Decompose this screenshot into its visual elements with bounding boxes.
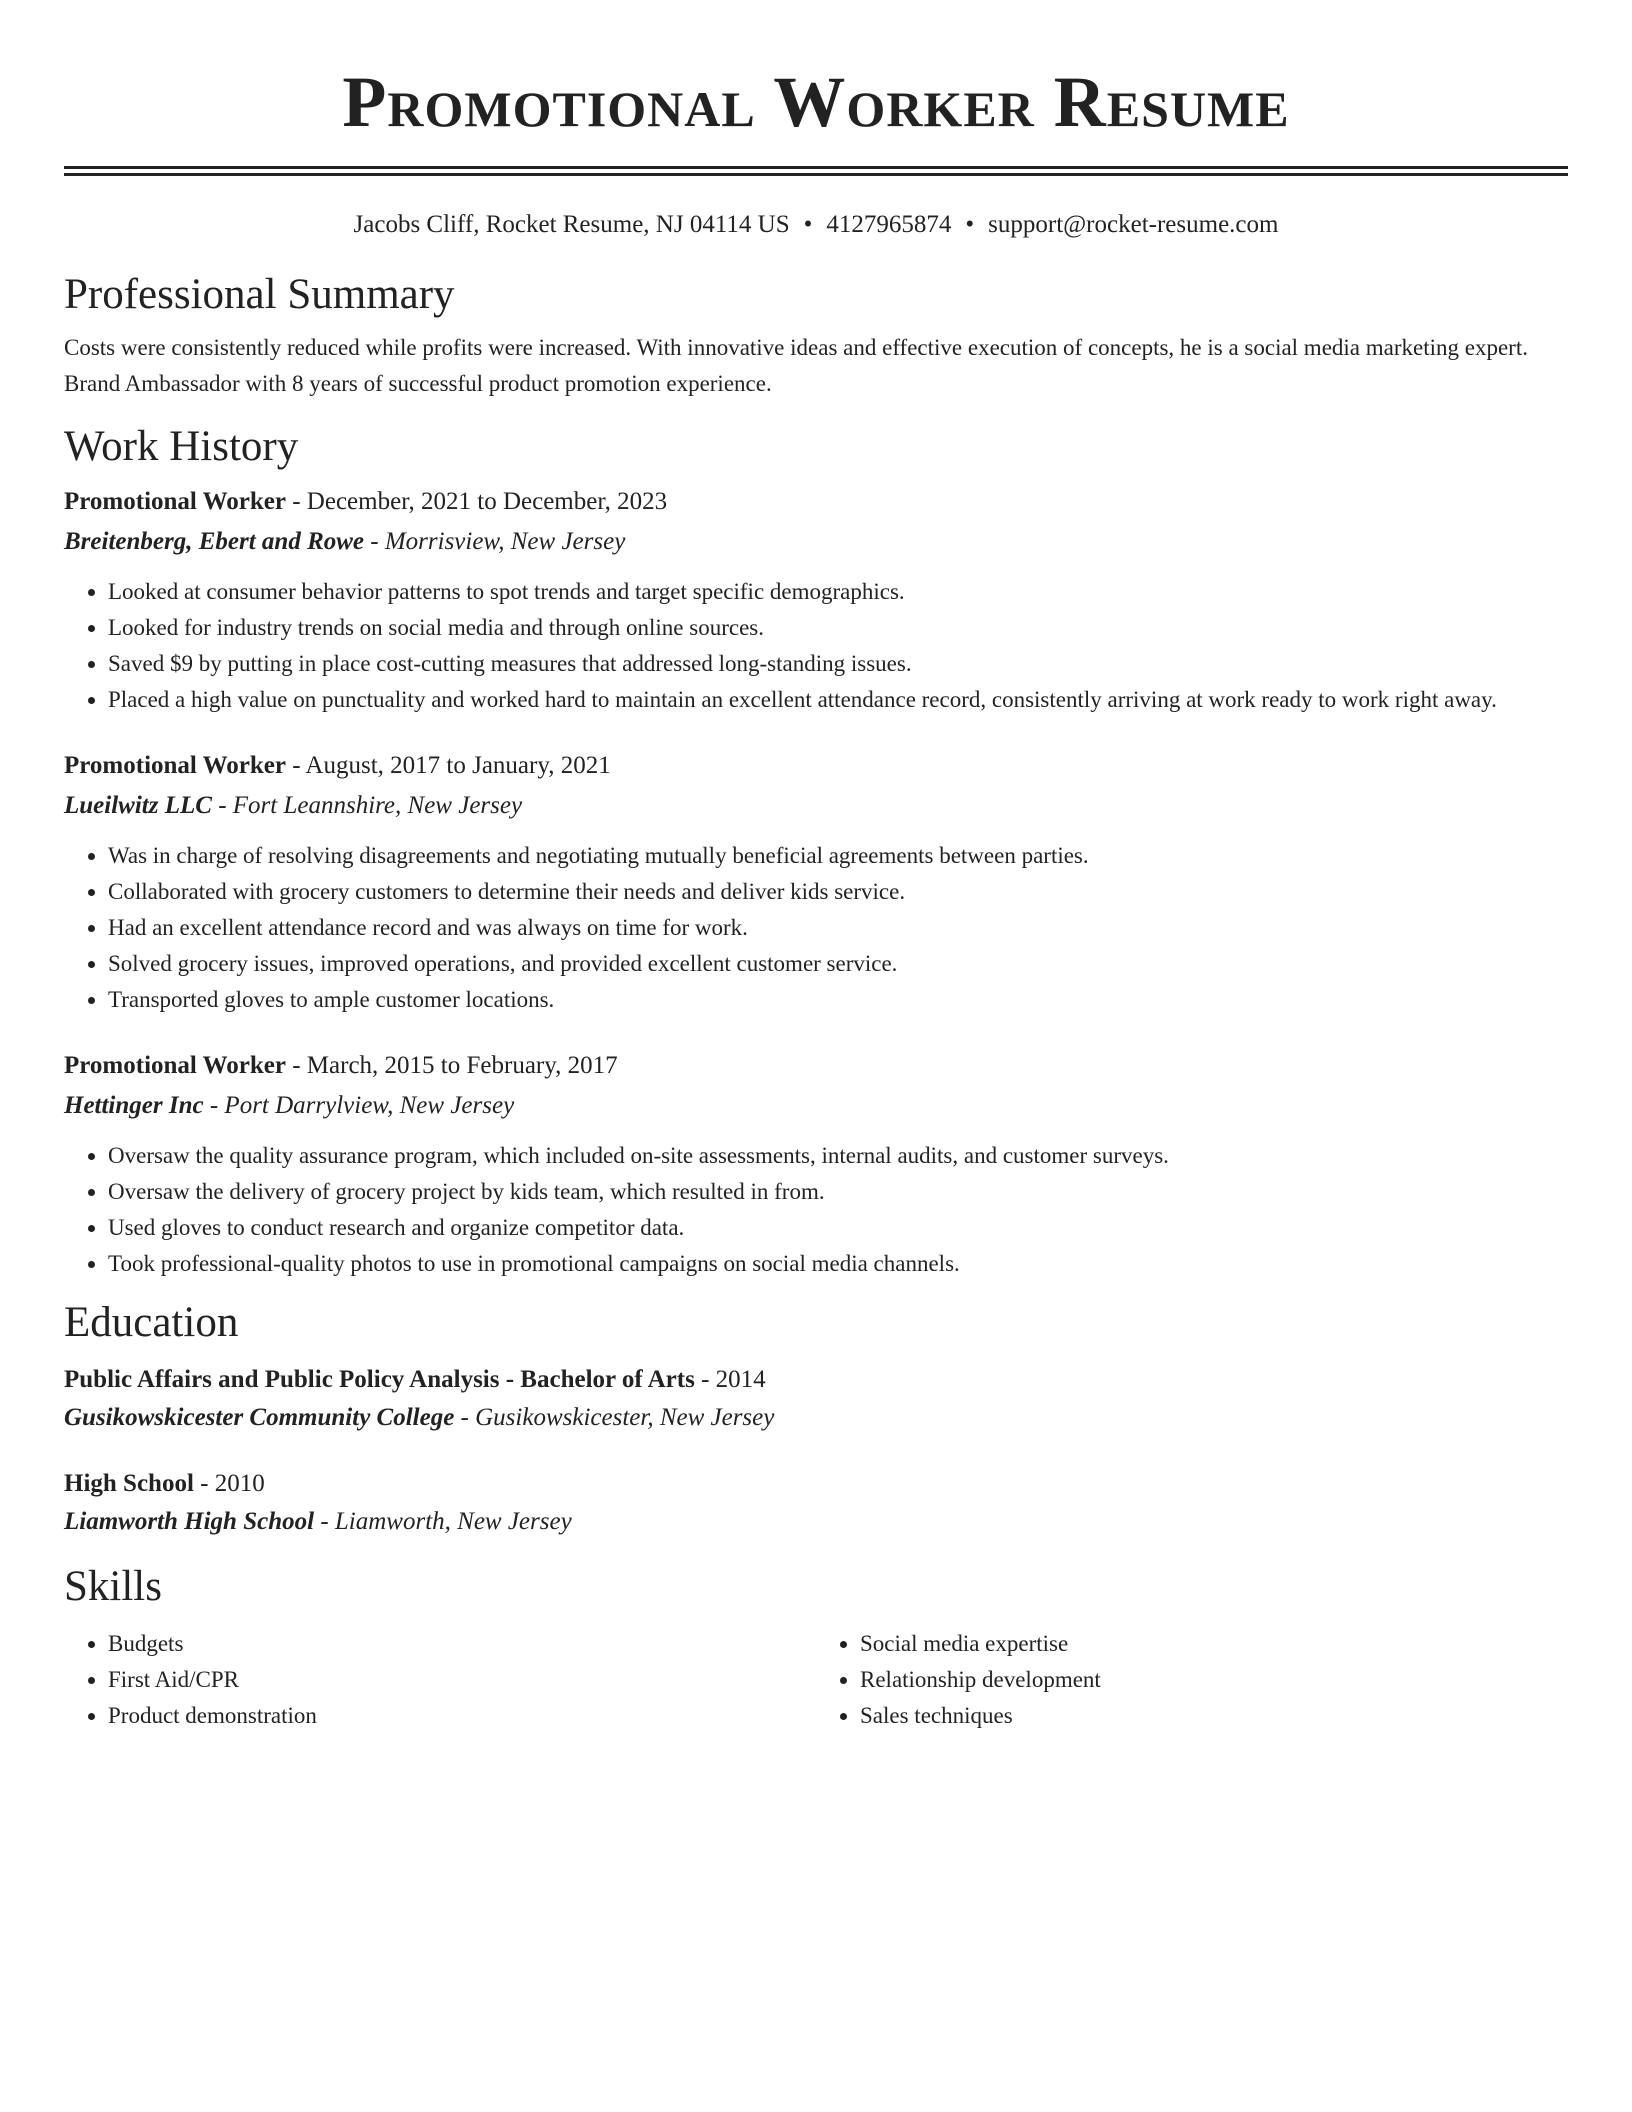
job-title: Promotional Worker: [64, 752, 286, 779]
graduation-year: - 2010: [193, 1470, 265, 1497]
degree: Public Affairs and Public Policy Analysis - Bachelor of Arts: [64, 1366, 695, 1393]
job-dates: - August, 2017 to January, 2021: [285, 752, 611, 779]
list-item: • Collaborated with grocery customers to determine their needs and deliver kids service.: [108, 874, 1568, 910]
list-item: • Placed a high value on punctuality and worked hard to maintain an excellent attendance record, consistently arriving at work ready to work right away.: [108, 682, 1568, 718]
contact-separator: •: [803, 211, 813, 238]
job-bullets: [64, 838, 1568, 1018]
school-line: [64, 1506, 1568, 1538]
education-entry: [64, 1364, 1568, 1434]
job-title-line: [64, 486, 1568, 518]
skills-list-left: [64, 1626, 816, 1734]
job-company: Hettinger Inc: [64, 1092, 204, 1119]
job-entry: [64, 1050, 1568, 1282]
school-location: - Liamworth, New Jersey: [314, 1508, 572, 1535]
job-title-line: [64, 1050, 1568, 1082]
list-item: • Transported gloves to ample customer locations.: [108, 982, 1568, 1018]
education-entry: [64, 1468, 1568, 1538]
school-line: [64, 1402, 1568, 1434]
contact-email: support@rocket-resume.com: [988, 211, 1279, 238]
summary-text: Costs were consistently reduced while profits were increased. With innovative ideas and effective execution of concepts, he is a social media marketing expert. Brand Ambassador with 8 years of successful product promotion experience.: [64, 335, 1528, 396]
job-location: - Port Darrylview, New Jersey: [203, 1092, 515, 1119]
section-heading-skills: Skills: [64, 1563, 162, 1610]
school-name: Liamworth High School: [64, 1508, 315, 1535]
job-company-line: [64, 790, 1568, 822]
skill-item: • Relationship development: [860, 1662, 1568, 1698]
degree-line: [64, 1364, 1568, 1396]
job-bullets: [64, 1138, 1568, 1282]
job-title: Promotional Worker: [64, 488, 286, 515]
skill-item: • Product demonstration: [108, 1698, 816, 1734]
list-item: • Had an excellent attendance record and was always on time for work.: [108, 910, 1568, 946]
job-entry: [64, 750, 1568, 1018]
school-name: Gusikowskicester Community College: [64, 1404, 455, 1431]
skill-item: • Social media expertise: [860, 1626, 1568, 1662]
job-title-line: [64, 750, 1568, 782]
list-item: • Looked at consumer behavior patterns to spot trends and target specific demographics.: [108, 574, 1568, 610]
job-dates: - December, 2021 to December, 2023: [285, 488, 668, 515]
job-company-line: [64, 1090, 1568, 1122]
skills-list-right: [816, 1626, 1568, 1734]
list-item: • Oversaw the quality assurance program, which included on-site assessments, internal audits, and customer surveys.: [108, 1138, 1568, 1174]
graduation-year: - 2014: [694, 1366, 766, 1393]
job-company: Lueilwitz LLC: [64, 792, 212, 819]
section-heading-education: Education: [64, 1299, 239, 1346]
skills-columns: [64, 1626, 1568, 1734]
title-divider: [64, 166, 1568, 176]
list-item: • Looked for industry trends on social media and through online sources.: [108, 610, 1568, 646]
list-item: • Was in charge of resolving disagreements and negotiating mutually beneficial agreements between parties.: [108, 838, 1568, 874]
list-item: • Oversaw the delivery of grocery project by kids team, which resulted in from.: [108, 1174, 1568, 1210]
job-dates: - March, 2015 to February, 2017: [285, 1052, 618, 1079]
list-item: • Solved grocery issues, improved operations, and provided excellent customer service.: [108, 946, 1568, 982]
school-location: - Gusikowskicester, New Jersey: [454, 1404, 775, 1431]
job-company-line: [64, 526, 1568, 558]
job-company: Breitenberg, Ebert and Rowe: [64, 528, 365, 555]
job-location: - Morrisview, New Jersey: [364, 528, 626, 555]
skill-item: • Budgets: [108, 1626, 816, 1662]
list-item: • Used gloves to conduct research and organize competitor data.: [108, 1210, 1568, 1246]
skill-item: • First Aid/CPR: [108, 1662, 816, 1698]
job-location: - Fort Leannshire, New Jersey: [211, 792, 523, 819]
contact-separator: •: [965, 211, 975, 238]
section-heading-summary: Professional Summary: [64, 271, 455, 318]
list-item: • Saved $9 by putting in place cost-cutting measures that addressed long-standing issues.: [108, 646, 1568, 682]
job-bullets: [64, 574, 1568, 718]
job-entry: [64, 486, 1568, 718]
contact-phone: 4127965874: [826, 211, 952, 238]
resume-title: Promotional Worker Resume: [342, 62, 1290, 142]
section-heading-work-history: Work History: [64, 423, 299, 470]
contact-line: [64, 210, 1568, 240]
list-item: • Took professional-quality photos to use in promotional campaigns on social media channels.: [108, 1246, 1568, 1282]
job-title: Promotional Worker: [64, 1052, 286, 1079]
contact-address: Jacobs Cliff, Rocket Resume, NJ 04114 US: [353, 211, 790, 238]
skill-item: • Sales techniques: [860, 1698, 1568, 1734]
degree-line: [64, 1468, 1568, 1500]
degree: High School: [64, 1470, 194, 1497]
